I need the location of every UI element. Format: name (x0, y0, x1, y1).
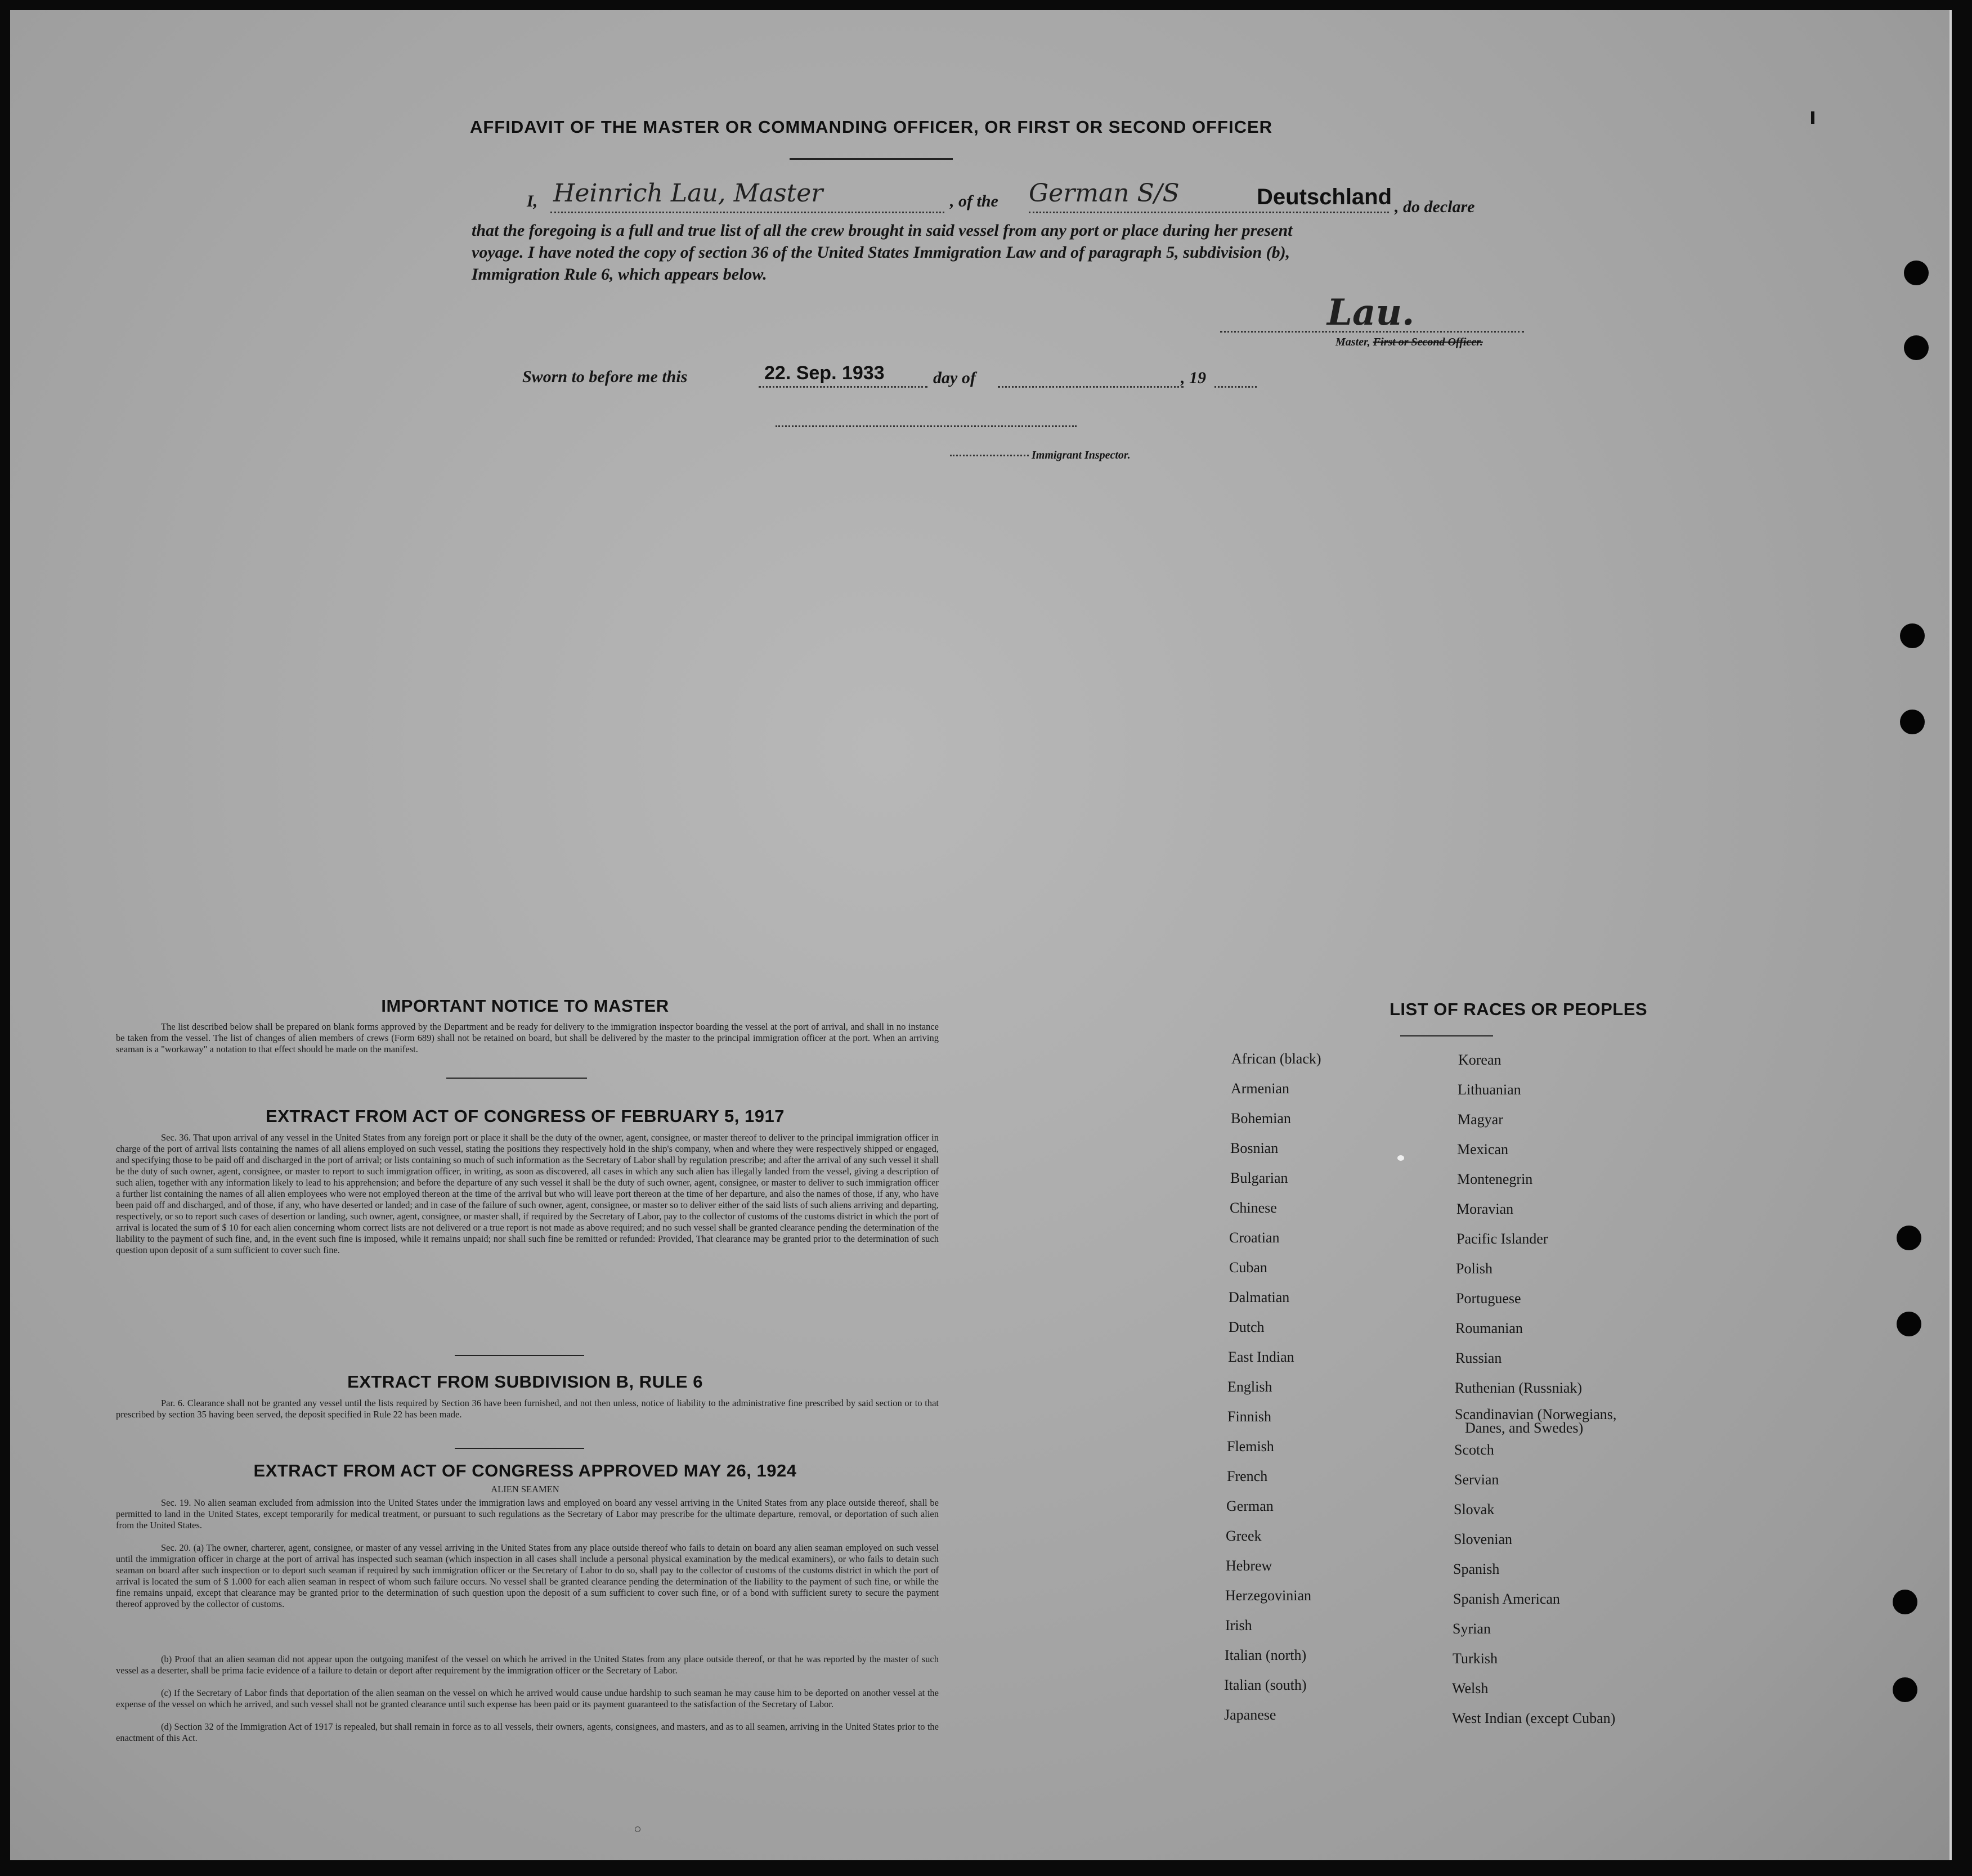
race-item: Mexican (1457, 1141, 1508, 1157)
race-scandinavian-continuation: Danes, and Swedes) (1465, 1420, 1584, 1436)
race-item: Korean (1458, 1052, 1502, 1068)
race-item: Greek (1226, 1528, 1262, 1544)
title-underline (790, 158, 953, 160)
race-item: Croatian (1229, 1229, 1280, 1246)
races-right-column (1448, 10, 1786, 1811)
binder-hole (1897, 1226, 1921, 1250)
race-item: Hebrew (1226, 1558, 1272, 1574)
race-item: Magyar (1458, 1111, 1503, 1128)
race-item: Slovak (1454, 1501, 1495, 1518)
race-item: Turkish (1453, 1650, 1498, 1667)
master-name-line (550, 212, 944, 213)
extract-1924-sec20a: Sec. 20. (a) The owner, charterer, agent, consignee, or master of any vessel arriving in the United States from any place outside thereof who fails to detain on board any alien seaman employed on such vessel until the immigration officer in charge at the port of arrival has inspected such seaman (which inspection in all cases shall include a personal physical examination by the medical examiners), or who fails to detain such seaman on board after such inspection or to deport such seaman if required by such immigration officer or the Secretary of Labor to do so, shall pay to the collector of customs of the customs district in which the port of arrival is located the sum of $ 1.000 for each alien seaman in respect of whom such failure occurs. No vessel shall be granted clearance pending the determination of the liability to the payment of such fine, or while the fine remains unpaid, except that clearance may be granted prior to the determination of such question upon the deposit of a sum sufficient to cover such fine, or of a bond with sufficient surety to secure the payment thereof approved by the collector of customs. (116, 1542, 939, 1609)
binder-hole (1904, 335, 1929, 360)
rule6-heading: EXTRACT FROM SUBDIVISION B, RULE 6 (347, 1372, 703, 1392)
stray-dot (1397, 1155, 1404, 1161)
extract-1917-text: Sec. 36. That upon arrival of any vessel in the United States from any foreign port or place it shall be the duty of the owner, agent, consignee, or master thereof to deliver to the principal immigration officer in charge of the port of arrival lists containing the names of all aliens employed on such vessel, stating the positions they respectively hold in the ship's company, when and where they were respectively shipped or engaged, and specifying those to be paid off and discharged in the port of arrival; or lists containing so much of such information as the Secretary of Labor shall by regulation prescribe; and after the arrival of any such vessel it shall be the duty of such owner, agent, consignee, or master to report to such immigration officer, in writing, as soon as discovered, all cases in which any such alien has illegally landed from the vessel, giving a description of such alien, together with any information likely to lead to his apprehension; and before the departure of any such vessel it shall be the duty of such owner, agent, consignee, or master to deliver to such immigration officer a further list containing the names of all alien employees who were not employed thereon at the time of the arrival but who will leave port thereon at the time of her departure, and also the names of those, if any, who have been paid off and discharged, and of those, if any, who have deserted or landed; and in case of the failure of such owner, agent, consignee, or master so to deliver either of the said lists of such aliens arriving and departing, respectively, or so to report such cases of desertion or landing, such owner, agent, consignee, or master shall, if required by the Secretary of Labor, pay to the collector of customs of the customs district in which the port of arrival is located the sum of $ 10 for each alien concerning whom correct lists are not delivered or a true report is not made as above required; and no such vessel shall be granted clearance pending the determination of the liability to the payment of such fine, and, in the event such fine is imposed, while it remains unpaid; nor shall such fine be remitted or refunded: Provided, That clearance may be granted prior to the determination of such question upon deposit of a sum sufficient to cover such fine. (116, 1132, 939, 1255)
race-item: Scotch (1454, 1442, 1494, 1458)
race-item: Italian (south) (1224, 1677, 1307, 1693)
race-item: Dalmatian (1229, 1289, 1290, 1305)
affidavit-of-the: , of the (950, 192, 998, 210)
nationality-handwritten: German S/S (1029, 179, 1180, 208)
race-item: Portuguese (1456, 1290, 1521, 1307)
signature-label-struck: First or Second Officer. (1373, 336, 1483, 348)
extract-1924-sec20d: (d) Section 32 of the Immigration Act of 1917 is repealed, but shall remain in force as to all vessels, their owners, agents, consignees, and masters, and as to all seamen, arriving in the United States prior to the enactment of this Act. (116, 1721, 939, 1743)
race-item: Servian (1454, 1471, 1499, 1488)
inspector-label: Immigrant Inspector. (1032, 449, 1131, 461)
sworn-month-line (998, 386, 1184, 388)
race-item: Moravian (1456, 1201, 1514, 1217)
signature-label-master: Master, (1335, 336, 1373, 348)
binder-hole (1900, 710, 1925, 734)
notice-heading: IMPORTANT NOTICE TO MASTER (381, 996, 669, 1016)
vessel-name: Deutschland (1257, 185, 1392, 209)
race-item: Cuban (1229, 1259, 1267, 1276)
stray-dot (635, 1826, 640, 1832)
extract-1924-heading: EXTRACT FROM ACT OF CONGRESS APPROVED MAY 26, 1924 (253, 1461, 797, 1480)
race-item: Finnish (1227, 1408, 1272, 1425)
race-item: Montenegrin (1457, 1171, 1533, 1187)
race-item: Chinese (1230, 1200, 1277, 1216)
binder-hole (1893, 1677, 1917, 1702)
document-sheet (10, 10, 1952, 1860)
affidavit-title: AFFIDAVIT OF THE MASTER OR COMMANDING OFFICER, OR FIRST OR SECOND OFFICER (469, 117, 1273, 137)
race-item: Lithuanian (1458, 1081, 1521, 1098)
rule6-divider (455, 1448, 584, 1449)
race-item: East Indian (1228, 1349, 1294, 1365)
margin-tick-mark (1811, 111, 1814, 124)
binder-hole (1897, 1312, 1921, 1336)
race-item: Roumanian (1455, 1320, 1523, 1336)
race-item: Ruthenian (Russniak) (1455, 1380, 1583, 1396)
extract-1924-sec19: Sec. 19. No alien seaman excluded from admission into the United States under the immigration laws and employed on board any vessel arriving in the United States from any place outside thereof, shall be permitted to land in the United States, except temporarily for medical treatment, or pursuant to such regulations as the Secretary of Labor may prescribe for the ultimate departure, removal, or deportation of such alien from the United States. (116, 1497, 939, 1531)
extract-1924-sec20b: (b) Proof that an alien seaman did not appear upon the outgoing manifest of the vessel on which he arrived in the United States from any place outside thereof, or that he was reported by the master of such vessel as a deserter, shall be prima facie evidence of a failure to detain or deport after requirement by the immigration officer or the Secretary of Labor. (116, 1654, 939, 1676)
race-item: Slovenian (1454, 1531, 1512, 1547)
extract-1917-divider (455, 1355, 584, 1356)
race-item: Spanish American (1453, 1591, 1560, 1607)
sworn-date-line (759, 386, 927, 388)
race-item: Irish (1225, 1617, 1252, 1633)
race-item: Bohemian (1231, 1110, 1291, 1127)
master-signature: Lau. (1327, 291, 1415, 334)
binder-hole (1893, 1590, 1917, 1614)
race-item: Dutch (1229, 1319, 1265, 1335)
race-item: German (1226, 1498, 1274, 1514)
rule6-text: Par. 6. Clearance shall not be granted any vessel until the lists required by Section 36 have been furnished, and not then unless, notice of liability to the administrative fine prescribed by said section or to that prescribed by section 35 having been served, the deposit specified in Rule 22 has been made. (116, 1398, 939, 1420)
races-left-column (1220, 10, 1445, 1811)
sworn-year-prefix: , 19 (1181, 369, 1206, 387)
affidavit-body-line3: Immigration Rule 6, which appears below. (472, 265, 767, 284)
races-heading: LIST OF RACES OR PEOPLES (1389, 999, 1648, 1019)
race-item: Scandinavian (Norwegians, (1455, 1406, 1617, 1422)
race-item: Syrian (1453, 1621, 1491, 1637)
race-item: Polish (1456, 1260, 1493, 1277)
race-item: French (1227, 1468, 1268, 1484)
sworn-prefix: Sworn to before me this (522, 367, 688, 386)
race-item: Pacific Islander (1456, 1231, 1548, 1247)
master-name-handwritten: Heinrich Lau, Master (553, 179, 823, 208)
race-item: English (1227, 1379, 1272, 1395)
notice-text: The list described below shall be prepared on blank forms approved by the Department and be ready for delivery to the immigration inspector boarding the vessel at the port of arrival, and shall in no instance be taken from the vessel. The list of changes of alien members of crews (Form 689) shall not be retained on board, but shall be delivered by the master to the principal immigration officer at the port. When an arriving seaman is a "workaway" a notation to that effect should be made on the manifest. (116, 1021, 939, 1054)
race-item: Herzegovinian (1225, 1587, 1312, 1604)
race-item: Bulgarian (1230, 1170, 1288, 1186)
notice-divider (446, 1078, 587, 1079)
affidavit-do-declare: , do declare (1395, 198, 1475, 216)
race-item: Russian (1455, 1350, 1502, 1366)
binder-hole (1904, 261, 1929, 285)
extract-1924-subheading: ALIEN SEAMEN (491, 1484, 559, 1494)
binder-hole (1900, 623, 1925, 648)
race-item: Armenian (1231, 1080, 1289, 1097)
race-item: Japanese (1224, 1707, 1276, 1723)
race-item: Bosnian (1230, 1140, 1279, 1156)
extract-1924-sec20c: (c) If the Secretary of Labor finds that deportation of the alien seaman on the vessel on which he arrived would cause undue hardship to such seaman he may cause him to be deported on another vessel at the expense of the vessel on which he arrived, and such vessel shall not be granted clearance until such expense has been paid or its payment guaranteed to the satisfaction of the Secretary of Labor. (116, 1687, 939, 1709)
extract-1917-heading: EXTRACT FROM ACT OF CONGRESS OF FEBRUARY 5, 1917 (266, 1106, 785, 1126)
affidavit-i-prefix: I, (527, 192, 538, 210)
race-item: African (black) (1231, 1051, 1321, 1067)
race-item: Welsh (1452, 1680, 1489, 1697)
race-item: Spanish (1453, 1561, 1500, 1577)
race-item: Flemish (1227, 1438, 1274, 1455)
sworn-day-of: day of (933, 369, 976, 387)
race-item: Italian (north) (1225, 1647, 1307, 1663)
inspector-signature-line (776, 425, 1077, 427)
race-item: West Indian (except Cuban) (1452, 1710, 1616, 1726)
affidavit-body-line2: voyage. I have noted the copy of section 36 of the United States Immigration Law and of paragraph 5, subdivision (b), (472, 243, 1290, 262)
affidavit-body-line1: that the foregoing is a full and true list of all the crew brought in said vessel from any port or place during her present (472, 221, 1293, 240)
sworn-date-stamp: 22. Sep. 1933 (764, 362, 885, 384)
inspector-short-line (950, 455, 1029, 456)
